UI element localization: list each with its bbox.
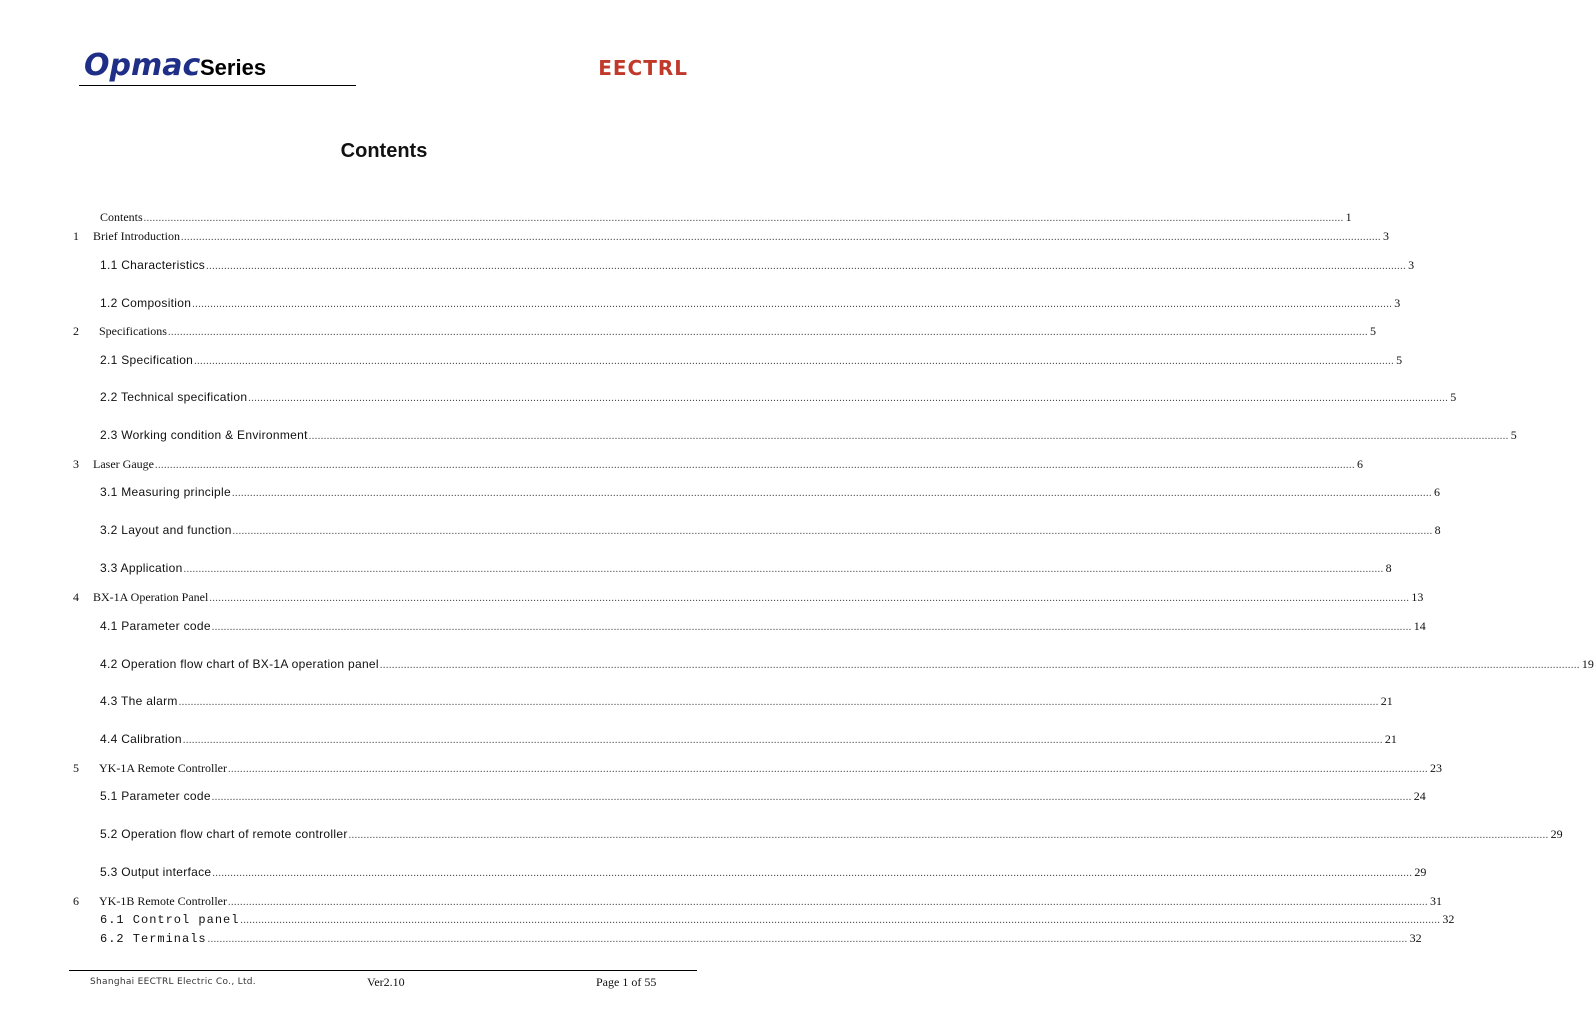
toc-entry-number: 1 [73,229,79,243]
toc-entry[interactable] [0,255,1415,275]
toc-entry-page: 29 [1414,865,1427,879]
toc-entry-page: 5 [1396,353,1403,367]
footer-page-number: Page 1 of 55 [596,975,657,989]
toc-entry-label: 1.2 Composition [100,296,192,310]
toc-dot-leader: ................................................................................................................................................................................................................................................................................................................................................................................................................ [178,697,1379,708]
toc-entry[interactable] [0,520,1441,540]
footer-company: Shanghai EECTRL Electric Co., Ltd. [90,977,256,987]
toc-entry[interactable] [0,207,1352,227]
toc-entry[interactable] [0,758,1442,778]
toc-entry-page: 23 [1429,761,1442,775]
toc-entry-label: Contents [100,210,143,224]
toc-entry-number: 6 [73,894,79,908]
company-logo: EECTRL [598,56,688,80]
toc-entry-label: 3.3 Application [100,561,183,575]
toc-entry-page: 5 [1450,390,1457,404]
toc-entry[interactable] [0,786,1426,806]
toc-dot-leader: ................................................................................................................................................................................................................................................................................................................................................................................................................ [379,660,1580,671]
footer-rule [69,970,697,971]
toc-entry[interactable] [0,654,1594,674]
toc-entry-label: 2.3 Working condition & Environment [100,428,308,442]
toc-entry[interactable] [0,387,1457,407]
toc-entry[interactable] [0,226,1389,246]
toc-entry-label: YK-1A Remote Controller [99,761,227,775]
toc-entry[interactable] [0,729,1397,749]
toc-entry-label: 5.1 Parameter code [100,789,211,803]
toc-entry[interactable] [0,482,1440,502]
toc-dot-leader: ................................................................................................................................................................................................................................................................................................................................................................................................................ [209,593,1410,604]
toc-dot-leader: ................................................................................................................................................................................................................................................................................................................................................................................................................ [240,915,1441,926]
toc-entry-page: 31 [1429,894,1442,908]
toc-dot-leader: ................................................................................................................................................................................................................................................................................................................................................................................................................ [143,213,1344,224]
toc-entry[interactable] [0,909,1455,929]
header-rule [79,85,356,86]
toc-entry[interactable] [0,928,1422,948]
toc-entry[interactable] [0,616,1426,636]
toc-entry-label: YK-1B Remote Controller [99,894,227,908]
toc-entry[interactable] [0,293,1401,313]
toc-entry-page: 14 [1413,619,1426,633]
toc-entry-page: 32 [1409,931,1422,945]
toc-entry[interactable] [0,691,1393,711]
toc-entry[interactable] [0,587,1424,607]
toc-entry-label: BX-1A Operation Panel [93,590,209,604]
toc-entry[interactable] [0,558,1392,578]
toc-entry[interactable] [0,425,1517,445]
page-title: Contents [340,140,428,162]
toc-entry-label: 6.2 Terminals [100,932,207,946]
toc-dot-leader: ................................................................................................................................................................................................................................................................................................................................................................................................................ [248,393,1449,404]
toc-dot-leader: ................................................................................................................................................................................................................................................................................................................................................................................................................ [180,232,1381,243]
toc-entry-page: 3 [1382,229,1389,243]
toc-entry-label: 4.3 The alarm [100,694,178,708]
toc-entry[interactable] [0,350,1403,370]
toc-entry-label: 4.1 Parameter code [100,619,211,633]
toc-dot-leader: ................................................................................................................................................................................................................................................................................................................................................................................................................ [182,735,1383,746]
toc-entry-label: 3.1 Measuring principle [100,485,231,499]
toc-entry[interactable] [0,321,1376,341]
toc-entry-page: 5 [1510,428,1517,442]
toc-entry-page: 32 [1442,912,1455,926]
toc-dot-leader: ................................................................................................................................................................................................................................................................................................................................................................................................................ [348,830,1549,841]
toc-entry-page: 3 [1408,258,1415,272]
toc-entry-label: 5.3 Output interface [100,865,212,879]
toc-entry-page: 13 [1411,590,1424,604]
toc-entry-label: Laser Gauge [93,457,154,471]
toc-dot-leader: ................................................................................................................................................................................................................................................................................................................................................................................................................ [167,327,1368,338]
toc-entry-label: Specifications [99,324,167,338]
toc-entry-page: 6 [1356,457,1363,471]
toc-dot-leader: ................................................................................................................................................................................................................................................................................................................................................................................................................ [211,622,1412,633]
toc-entry-label: 6.1 Control panel [100,913,240,927]
toc-dot-leader: ................................................................................................................................................................................................................................................................................................................................................................................................................ [227,897,1428,908]
toc-dot-leader: ................................................................................................................................................................................................................................................................................................................................................................................................................ [206,261,1407,272]
product-logo: Opmac [84,48,201,83]
toc-dot-leader: ................................................................................................................................................................................................................................................................................................................................................................................................................ [154,460,1355,471]
toc-entry-number: 5 [73,761,79,775]
toc-entry-page: 3 [1394,296,1401,310]
toc-dot-leader: ................................................................................................................................................................................................................................................................................................................................................................................................................ [308,431,1509,442]
toc-entry-page: 19 [1581,657,1594,671]
toc-entry-page: 5 [1369,324,1376,338]
toc-dot-leader: ................................................................................................................................................................................................................................................................................................................................................................................................................ [211,792,1412,803]
toc-dot-leader: ................................................................................................................................................................................................................................................................................................................................................................................................................ [192,299,1393,310]
toc-entry[interactable] [0,454,1363,474]
toc-entry-page: 1 [1345,210,1352,224]
toc-dot-leader: ................................................................................................................................................................................................................................................................................................................................................................................................................ [194,356,1395,367]
toc-entry-label: 3.2 Layout and function [100,523,232,537]
toc-entry-page: 29 [1550,827,1563,841]
toc-entry-label: 4.2 Operation flow chart of BX-1A operation panel [100,657,379,671]
toc-entry-label: Brief Introduction [93,229,180,243]
toc-entry[interactable] [0,862,1427,882]
toc-entry-label: 2.1 Specification [100,353,194,367]
toc-entry-page: 8 [1385,561,1392,575]
toc-entry[interactable] [0,824,1563,844]
toc-dot-leader: ................................................................................................................................................................................................................................................................................................................................................................................................................ [232,526,1433,537]
toc-dot-leader: ................................................................................................................................................................................................................................................................................................................................................................................................................ [207,934,1408,945]
toc-entry-page: 24 [1413,789,1426,803]
toc-entry-label: 4.4 Calibration [100,732,182,746]
footer-version: Ver2.10 [367,975,405,989]
toc-entry-label: 1.1 Characteristics [100,258,206,272]
toc-entry-page: 6 [1433,485,1440,499]
toc-entry-number: 3 [73,457,79,471]
toc-dot-leader: ................................................................................................................................................................................................................................................................................................................................................................................................................ [231,488,1432,499]
toc-entry-page: 21 [1384,732,1397,746]
toc-entry-number: 2 [73,324,79,338]
series-label: Series [200,55,267,80]
toc-entry-label: 5.2 Operation flow chart of remote controller [100,827,348,841]
toc-dot-leader: ................................................................................................................................................................................................................................................................................................................................................................................................................ [212,868,1413,879]
toc-entry-number: 4 [73,590,79,604]
toc-entry-label: 2.2 Technical specification [100,390,248,404]
toc-dot-leader: ................................................................................................................................................................................................................................................................................................................................................................................................................ [183,564,1384,575]
toc-entry[interactable] [0,891,1442,911]
toc-entry-page: 8 [1434,523,1441,537]
toc-entry-page: 21 [1380,694,1393,708]
toc-dot-leader: ................................................................................................................................................................................................................................................................................................................................................................................................................ [227,764,1428,775]
